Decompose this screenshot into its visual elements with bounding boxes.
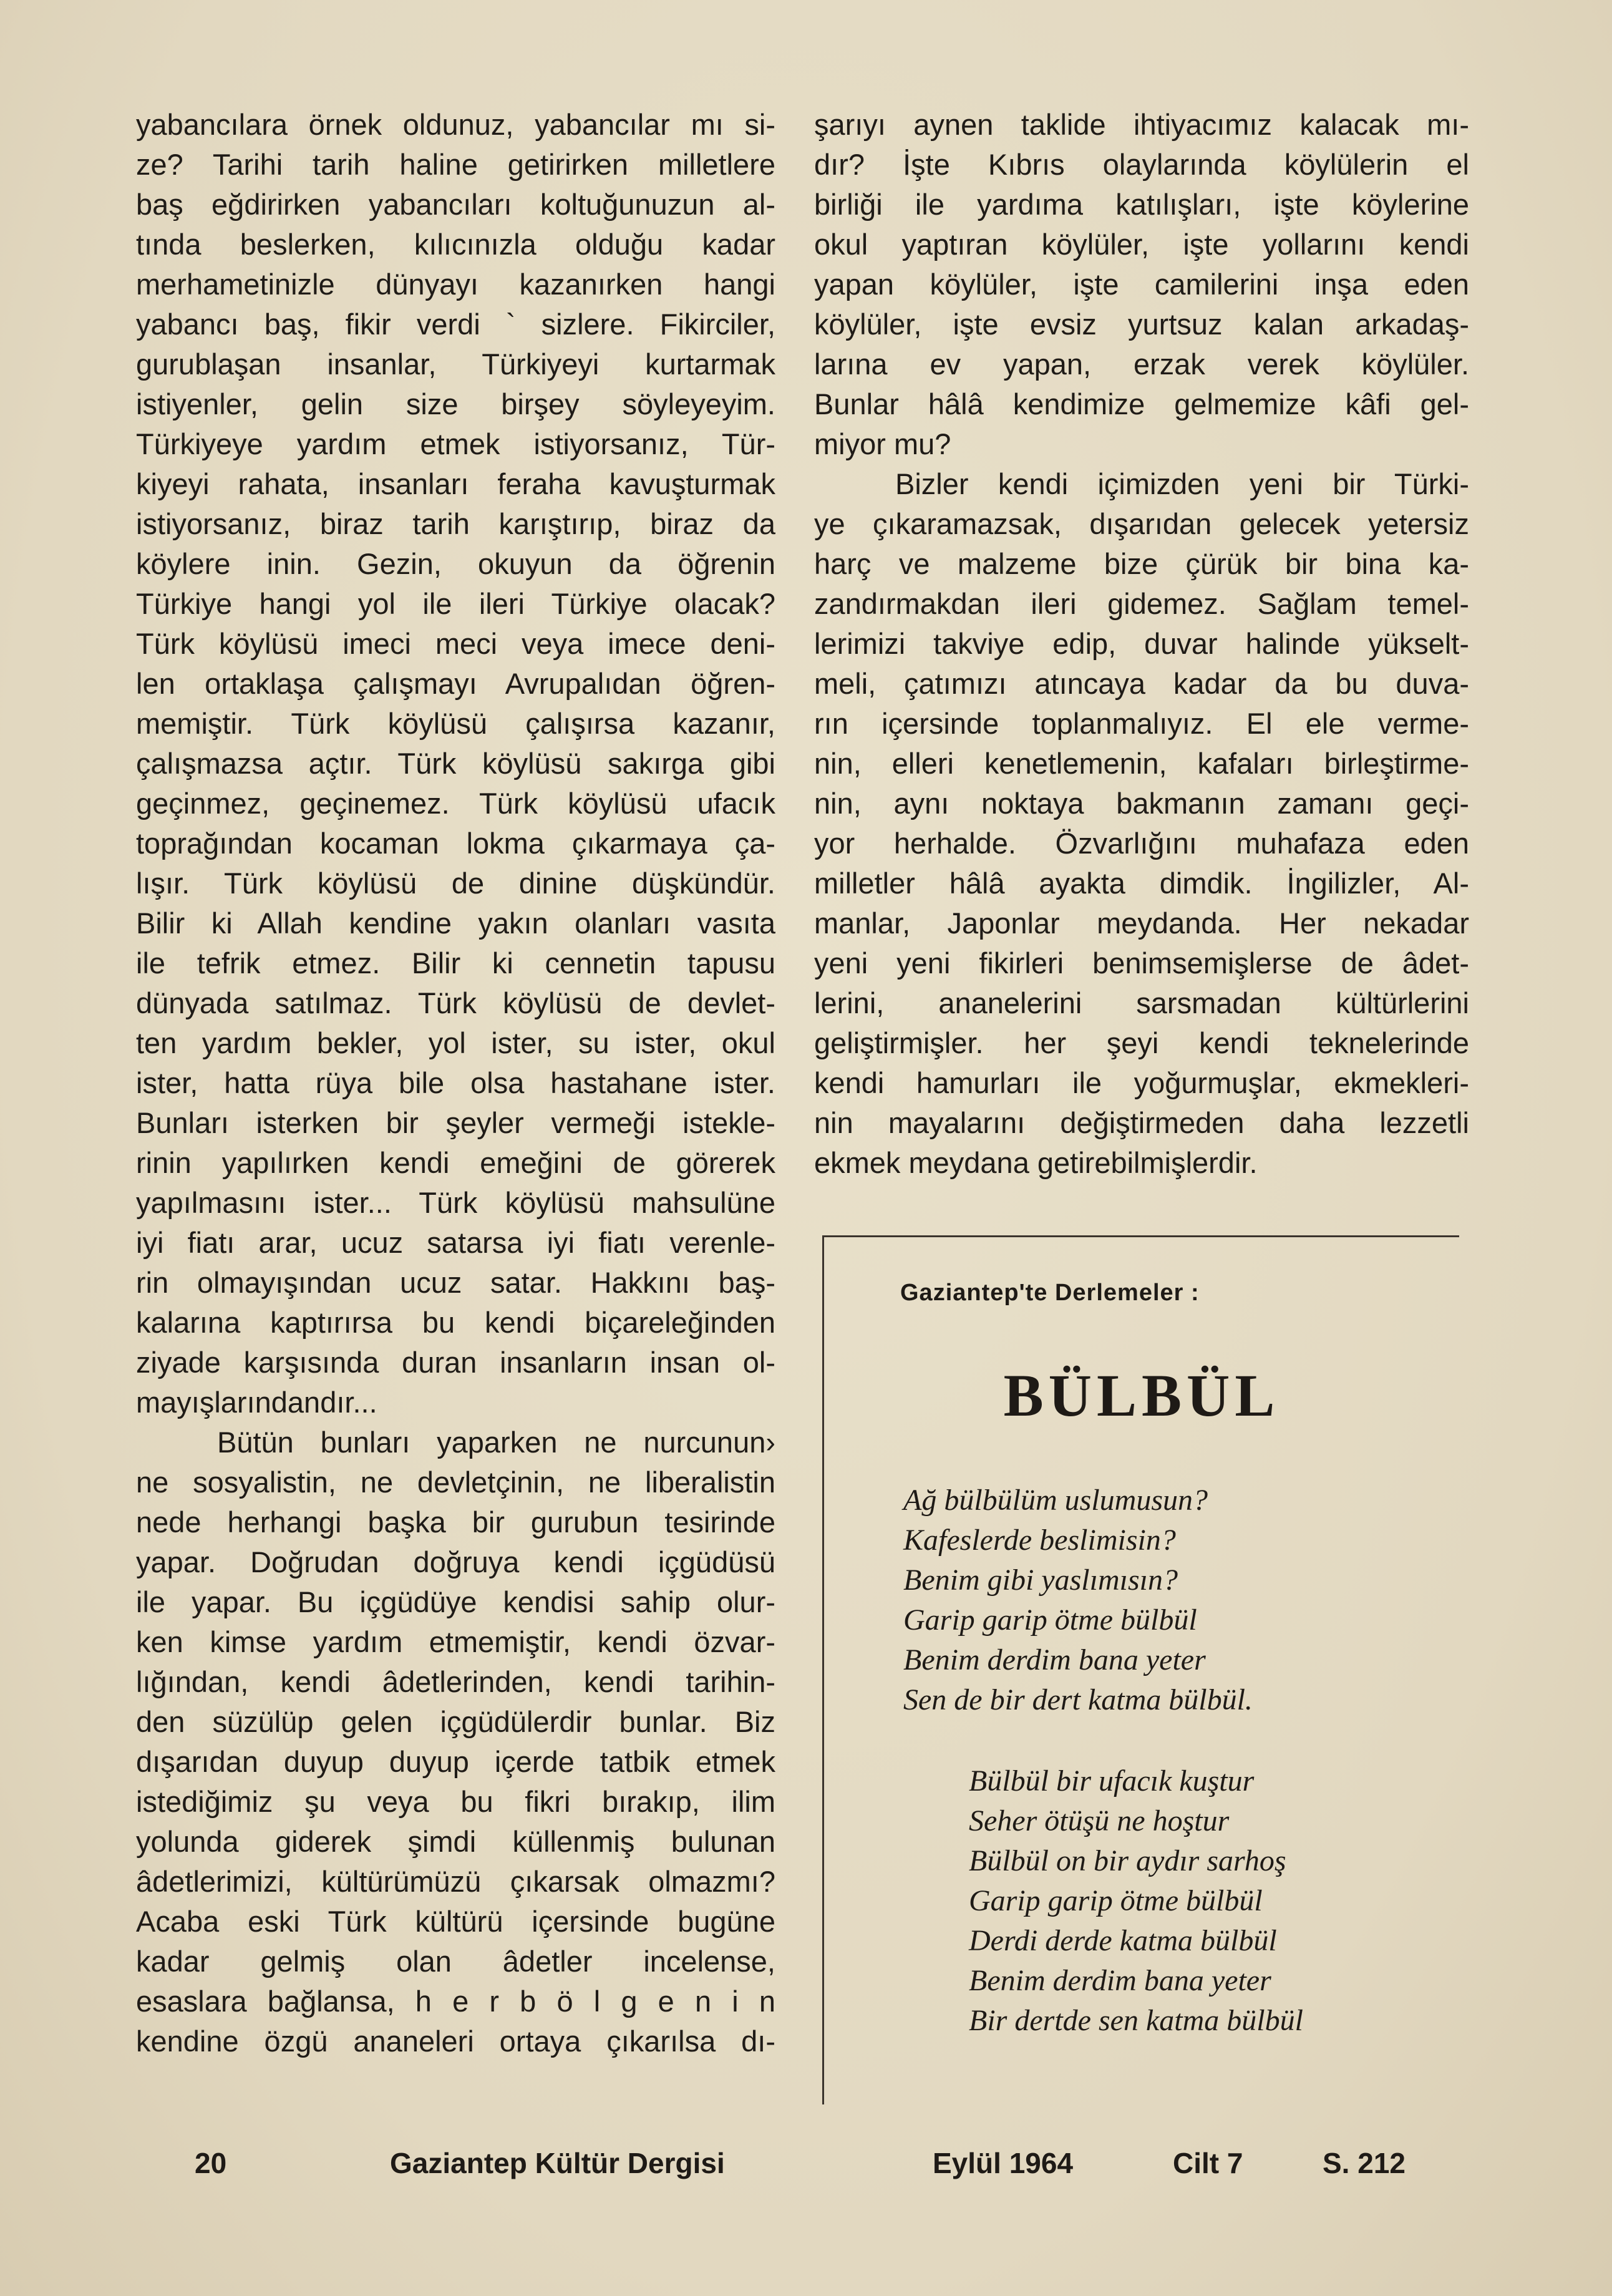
- footer-issue-number: S. 212: [1323, 2147, 1406, 2179]
- poem-box: [822, 1235, 1459, 2104]
- poem-stanza-2: [969, 1761, 1303, 2041]
- text-line: âdetlerimizi, kültürümüzü çıkarsak olmazmı?: [136, 1865, 775, 1898]
- text-line: larına ev yapan, erzak verek köylüler.: [814, 348, 1469, 381]
- poem-line: Sen de bir dert katma bülbül.: [903, 1683, 1253, 1716]
- text-line: Bunları isterken bir şeyler vermeği istekle-: [136, 1106, 775, 1139]
- text-line: köylere inin. Gezin, okuyun da öğrenin: [136, 547, 775, 580]
- text-line: milletler hâlâ ayakta dimdik. İngilizler, Al-: [814, 867, 1469, 900]
- text-line: Türkiye hangi yol ile ileri Türkiye olacak?: [136, 587, 775, 620]
- text-line: kadar gelmiş olan âdetler incelense,: [136, 1945, 775, 1978]
- text-line: rin olmayışından ucuz satar. Hakkını baş-: [136, 1266, 775, 1299]
- text-line: kendi hamurları ile yoğurmuşlar, ekmekleri-: [814, 1066, 1469, 1099]
- text-line: lışır. Türk köylüsü de dinine düşkündür.: [136, 867, 775, 900]
- text-line: kalarına kaptırırsa bu kendi biçareleğinden: [136, 1306, 775, 1339]
- text-line: nin, aynı noktaya bakmanın zamanı geçi-: [814, 787, 1469, 820]
- text-line: zandırmakdan ileri gidemez. Sağlam temel-: [814, 587, 1469, 620]
- text-line: merhametinizle dünyayı kazanırken hangi: [136, 268, 775, 301]
- text-line: rın içersinde toplanmalıyız. El ele verme-: [814, 707, 1469, 740]
- poem-stanza-1: [903, 1481, 1253, 1720]
- text-line: manlar, Japonlar meydanda. Her nekadar: [814, 907, 1469, 940]
- poem-line: Kafeslerde beslimisin?: [903, 1524, 1176, 1557]
- text-line: len ortaklaşa çalışmayı Avrupalıdan öğren-: [136, 667, 775, 700]
- text-line: kiyeyi rahata, insanları feraha kavuşturmak: [136, 467, 775, 500]
- poem-line: Garip garip ötme bülbül: [969, 1884, 1263, 1917]
- footer-page-number: 20: [195, 2147, 227, 2179]
- text-line: rinin yapılırken kendi emeğini de görerek: [136, 1146, 775, 1179]
- text-line: ziyade karşısında duran insanların insan ol-: [136, 1346, 775, 1379]
- poem-line: Bülbül on bir aydır sarhoş: [969, 1844, 1286, 1877]
- text-line: tında beslerken, kılıcınızla olduğu kadar: [136, 228, 775, 261]
- text-line: gurublaşan insanlar, Türkiyeyi kurtarmak: [136, 348, 775, 381]
- text-line: geçinmez, geçinemez. Türk köylüsü ufacık: [136, 787, 775, 820]
- text-line: ze? Tarihi tarih haline getirirken milletlere: [136, 148, 775, 181]
- right-text-column: [814, 105, 1469, 1183]
- text-line: yolunda giderek şimdi küllenmiş bulunan: [136, 1825, 775, 1858]
- poem-title: BÜLBÜL: [1003, 1362, 1280, 1429]
- text-line: iyi fiatı arar, ucuz satarsa iyi fiatı verenle-: [136, 1226, 775, 1259]
- text-line: yapılmasını ister... Türk köylüsü mahsulüne: [136, 1186, 775, 1219]
- text-line: harç ve malzeme bize çürük bir bina ka-: [814, 547, 1469, 580]
- text-line: istiyorsanız, biraz tarih karıştırıp, biraz da: [136, 507, 775, 540]
- poem-line: Seher ötüşü ne hoştur: [969, 1804, 1230, 1837]
- text-line: baş eğdirirken yabancıları koltuğunuzun al-: [136, 188, 775, 221]
- footer-issue-date: Eylül 1964: [933, 2147, 1074, 2179]
- text-line: dünyada satılmaz. Türk köylüsü de devlet-: [136, 986, 775, 1019]
- text-line: istediğimiz şu veya bu fikri bırakıp, ilim: [136, 1785, 775, 1818]
- text-line: çalışmazsa açtır. Türk köylüsü sakırga gibi: [136, 747, 775, 780]
- poem-kicker: Gaziantep'te Derlemeler :: [900, 1280, 1200, 1306]
- poem-line: Ağ bülbülüm uslumusun?: [903, 1484, 1208, 1517]
- text-line: miyor mu?: [814, 427, 951, 460]
- text-line: meli, çatımızı atıncaya kadar da bu duva-: [814, 667, 1469, 700]
- text-line: ten yardım bekler, yol ister, su ister, okul: [136, 1026, 775, 1059]
- text-line: Türk köylüsü imeci meci veya imece deni-: [136, 627, 775, 660]
- text-line: dışarıdan duyup duyup içerde tatbik etmek: [136, 1745, 775, 1778]
- text-line: birliği ile yardıma katılışları, işte köylerine: [814, 188, 1469, 221]
- text-line: mayışlarındandır...: [136, 1386, 377, 1419]
- poem-line: Benim derdim bana yeter: [903, 1643, 1206, 1676]
- text-line: ekmek meydana getirebilmişlerdir.: [814, 1146, 1258, 1179]
- text-line: Bütün bunları yaparken ne nurcunun›: [217, 1426, 775, 1459]
- text-line: okul yaptıran köylüler, işte yollarını kendi: [814, 228, 1469, 261]
- text-line: lığından, kendi âdetlerinden, kendi tarihin-: [136, 1665, 775, 1698]
- text-line: nin, elleri kenetlemenin, kafaları birleştirme-: [814, 747, 1469, 780]
- text-line: yabancı baş, fikir verdi ` sizlere. Fikirciler,: [136, 308, 775, 341]
- poem-line: Bülbül bir ufacık kuştur: [969, 1764, 1255, 1797]
- text-line: yeni yeni fikirleri benimsemişlerse de âdet-: [814, 946, 1469, 980]
- footer-volume: Cilt 7: [1173, 2147, 1243, 2179]
- poem-line: Benim gibi yaslımısın?: [903, 1564, 1178, 1597]
- text-line: memiştir. Türk köylüsü çalışırsa kazanır,: [136, 707, 775, 740]
- poem-line: Derdi derde katma bülbül: [969, 1924, 1277, 1957]
- poem-line: Benim derdim bana yeter: [969, 1964, 1271, 1997]
- text-line: lerimizi takviye edip, duvar halinde yükselt-: [814, 627, 1469, 660]
- text-line: istiyenler, gelin size birşey söyleyeyim.: [136, 387, 775, 421]
- text-line: dır? İşte Kıbrıs olaylarında köylülerin el: [814, 148, 1469, 181]
- poem-line: Garip garip ötme bülbül: [903, 1603, 1197, 1637]
- text-line: Bilir ki Allah kendine yakın olanları vasıta: [136, 907, 775, 940]
- text-line: yapar. Doğrudan doğruya kendi içgüdüsü: [136, 1545, 775, 1578]
- text-line: Acaba eski Türk kültürü içersinde bugüne: [136, 1905, 775, 1938]
- text-line: ile tefrik etmez. Bilir ki cennetin tapusu: [136, 946, 775, 980]
- poem-line: Bir dertde sen katma bülbül: [969, 2004, 1303, 2037]
- text-line: lerini, ananelerini sarsmadan kültürlerini: [814, 986, 1469, 1019]
- text-line: nin mayalarını değiştirmeden daha lezzetli: [814, 1106, 1469, 1139]
- text-line: ister, hatta rüya bile olsa hastahane ister.: [136, 1066, 775, 1099]
- text-line: geliştirmişler. her şeyi kendi teknelerinde: [814, 1026, 1469, 1059]
- text-line: ye çıkaramazsak, dışarıdan gelecek yetersiz: [814, 507, 1469, 540]
- text-line: Türkiyeye yardım etmek istiyorsanız, Tür-: [136, 427, 775, 460]
- text-line: kendine özgü ananeleri ortaya çıkarılsa dı-: [136, 2025, 775, 2058]
- text-line: nede herhangi başka bir gurubun tesirinde: [136, 1506, 775, 1539]
- text-line: ken kimse yardım etmemiştir, kendi özvar-: [136, 1625, 775, 1658]
- text-line: toprağından kocaman lokma çıkarmaya ça-: [136, 827, 775, 860]
- text-line: ne sosyalistin, ne devletçinin, ne liberalistin: [136, 1466, 775, 1499]
- text-line: yabancılara örnek oldunuz, yabancılar mı si-: [136, 108, 775, 141]
- text-line: Bizler kendi içimizden yeni bir Türki-: [895, 467, 1469, 500]
- text-line: köylüler, işte evsiz yurtsuz kalan arkadaş-: [814, 308, 1469, 341]
- text-line: Bunlar hâlâ kendimize gelmemize kâfi gel-: [814, 387, 1469, 421]
- text-line: den süzülüp gelen içgüdülerdir bunlar. Biz: [136, 1705, 775, 1738]
- footer-magazine-name: Gaziantep Kültür Dergisi: [390, 2147, 725, 2179]
- text-line: şarıyı aynen taklide ihtiyacımız kalacak mı-: [814, 108, 1469, 141]
- text-line: yor herhalde. Özvarlığını muhafaza eden: [814, 827, 1469, 860]
- text-line: yapan köylüler, işte camilerini inşa eden: [814, 268, 1469, 301]
- text-line: ile yapar. Bu içgüdüye kendisi sahip olur-: [136, 1585, 775, 1618]
- text-line: esaslara bağlansa, h e r b ö l g e n i n: [136, 1985, 775, 2018]
- left-text-column: [136, 105, 775, 2061]
